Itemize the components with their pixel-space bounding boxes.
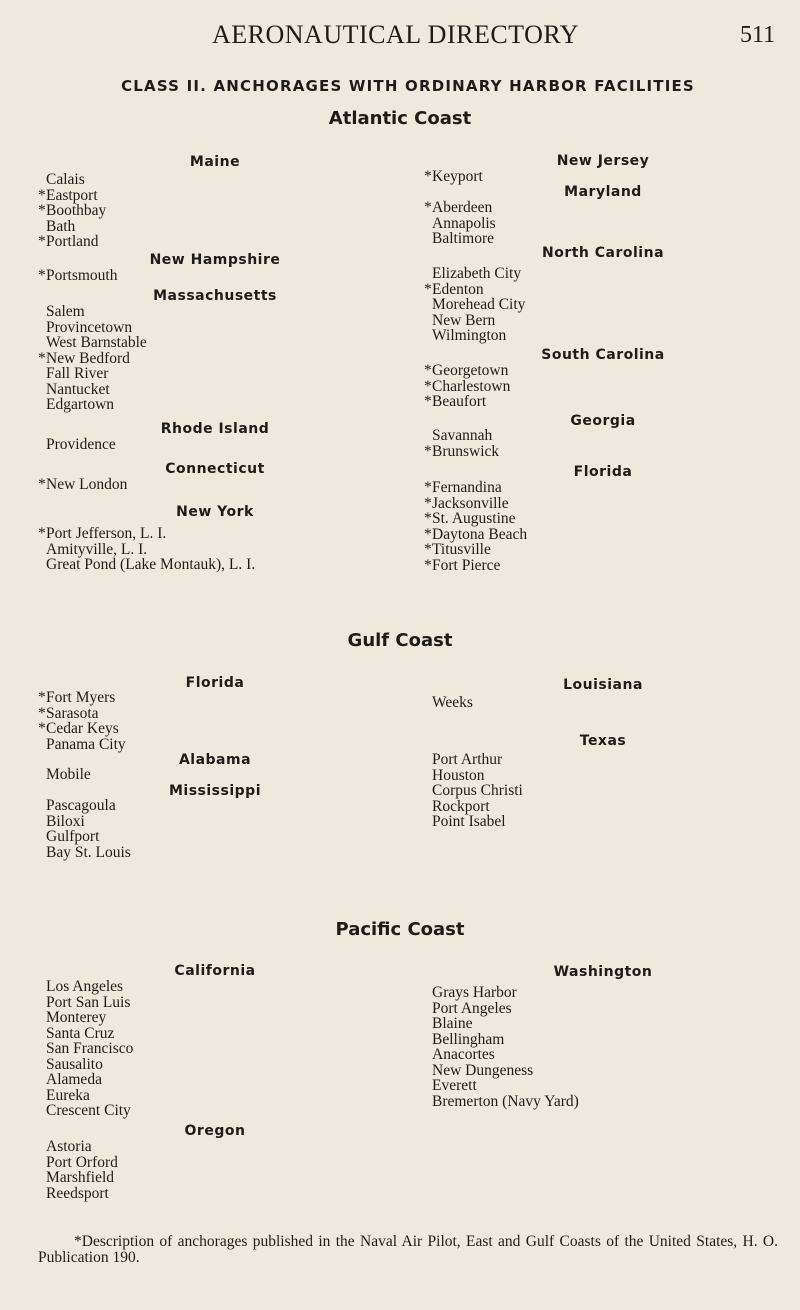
asterisk-mark: *: [424, 280, 432, 298]
anchorage-name: Sausalito: [46, 1055, 103, 1073]
anchorage-name: Georgetown: [432, 362, 509, 379]
anchorage-name: Daytona Beach: [432, 525, 528, 543]
anchorage-name: Morehead City: [432, 296, 526, 313]
anchorage-entry: [424, 1016, 472, 1032]
anchorage-name: Brunswick: [432, 442, 500, 460]
section-title: Atlantic Coast: [328, 108, 472, 129]
anchorage-entry: [38, 1170, 114, 1186]
anchorage-name: Rockport: [432, 797, 490, 815]
anchorage-entry: [38, 382, 110, 398]
anchorage-name: Reedsport: [46, 1184, 109, 1202]
anchorage-name: Mobile: [46, 766, 91, 783]
asterisk-mark: *: [38, 689, 46, 706]
asterisk-mark: *: [424, 393, 432, 410]
anchorage-name: Cedar Keys: [46, 720, 119, 737]
anchorage-entry: [424, 1063, 533, 1079]
state-heading: North Carolina: [541, 245, 665, 261]
anchorage-entry: [38, 706, 99, 722]
anchorage-name: Fort Pierce: [432, 556, 501, 574]
anchorage-entry: [38, 690, 115, 706]
anchorage-name: Weeks: [432, 694, 473, 711]
state-heading: Florida: [573, 464, 633, 480]
anchorage-name: Wilmington: [432, 327, 507, 344]
state-heading: New York: [176, 504, 254, 520]
anchorage-name: Santa Cruz: [46, 1024, 115, 1042]
anchorage-entry: [38, 172, 85, 188]
state-heading: Alabama: [178, 752, 252, 768]
anchorage-entry: [424, 444, 499, 460]
anchorage-entry: [424, 558, 500, 574]
anchorage-entry: [38, 335, 147, 351]
state-heading: Oregon: [184, 1123, 246, 1139]
anchorage-entry: [38, 320, 132, 336]
footnote: *Description of anchorages published in the Naval Air Pilot, East and Gulf Coasts of the United States, H. O. Publication 190.: [38, 1233, 778, 1266]
anchorage-entry: [38, 995, 130, 1011]
anchorage-entry: [38, 845, 131, 861]
anchorage-entry: [424, 328, 506, 344]
anchorage-name: Fall River: [46, 365, 109, 382]
anchorage-name: Amityville, L. I.: [46, 540, 148, 558]
anchorage-name: Port Jefferson, L. I.: [46, 525, 167, 542]
asterisk-mark: *: [424, 494, 432, 512]
anchorage-name: Great Pond (Lake Montauk), L. I.: [46, 556, 256, 573]
anchorage-name: Houston: [432, 766, 485, 784]
anchorage-name: Alameda: [46, 1071, 102, 1088]
page-number: 511: [740, 22, 776, 48]
asterisk-mark: *: [424, 541, 432, 558]
anchorage-name: Aberdeen: [432, 199, 493, 216]
anchorage-name: Pascagoula: [46, 797, 116, 814]
state-heading: New Jersey: [556, 153, 650, 169]
anchorage-entry: [38, 219, 75, 235]
anchorage-entry: [38, 1139, 92, 1155]
anchorage-entry: [38, 203, 106, 219]
running-title: AERONAUTICAL DIRECTORY: [212, 20, 580, 49]
class-title: CLASS II. ANCHORAGES WITH ORDINARY HARBOR FACILITIES: [121, 77, 695, 95]
anchorage-name: Bath: [46, 217, 76, 235]
anchorage-name: Crescent City: [46, 1102, 131, 1119]
anchorage-entry: [38, 979, 123, 995]
anchorage-entry: [38, 304, 85, 320]
anchorage-name: Beaufort: [432, 393, 487, 410]
anchorage-entry: [38, 1155, 118, 1171]
anchorage-entry: [38, 814, 85, 830]
anchorage-name: Nantucket: [46, 380, 110, 398]
state-heading: Rhode Island: [160, 421, 270, 437]
anchorage-name: Grays Harbor: [432, 984, 517, 1001]
anchorage-name: St. Augustine: [432, 510, 516, 527]
anchorage-entry: [424, 266, 521, 282]
asterisk-mark: *: [424, 510, 432, 527]
anchorage-name: New Bern: [432, 311, 496, 329]
state-heading: Texas: [579, 733, 627, 749]
anchorage-entry: [38, 1041, 133, 1057]
anchorage-entry: [38, 1026, 114, 1042]
anchorage-entry: [38, 366, 108, 382]
asterisk-mark: *: [38, 704, 46, 722]
state-heading: Georgia: [570, 413, 636, 429]
anchorage-name: Titusville: [432, 541, 491, 558]
anchorage-entry: [38, 542, 147, 558]
anchorage-entry: [38, 1057, 103, 1073]
anchorage-entry: [38, 526, 166, 542]
anchorage-entry: [424, 216, 496, 232]
asterisk-mark: *: [424, 479, 432, 496]
anchorage-entry: [424, 428, 492, 444]
anchorage-name: Sarasota: [46, 704, 99, 722]
anchorage-entry: [424, 695, 473, 711]
asterisk-mark: *: [38, 233, 46, 250]
anchorage-entry: [424, 511, 516, 527]
state-heading: Florida: [185, 675, 245, 691]
anchorage-name: Anacortes: [432, 1046, 495, 1063]
anchorage-name: Port Orford: [46, 1153, 118, 1171]
anchorage-name: New Dungeness: [432, 1061, 534, 1079]
anchorage-entry: [38, 188, 98, 204]
anchorage-name: Annapolis: [432, 214, 496, 232]
anchorage-name: West Barnstable: [46, 334, 147, 351]
anchorage-entry: [424, 313, 495, 329]
anchorage-name: Everett: [432, 1077, 477, 1094]
anchorage-name: Providence: [46, 436, 116, 453]
anchorage-entry: [424, 379, 510, 395]
anchorage-name: Corpus Christi: [432, 782, 523, 799]
anchorage-name: Edgartown: [46, 396, 115, 413]
anchorage-name: Blaine: [432, 1015, 473, 1032]
anchorage-name: Eureka: [46, 1086, 90, 1104]
anchorage-entry: [424, 752, 502, 768]
anchorage-name: Los Angeles: [46, 978, 124, 995]
anchorage-name: Provincetown: [46, 318, 133, 336]
anchorage-entry: [424, 799, 490, 815]
anchorage-entry: [38, 1072, 102, 1088]
section-title: Gulf Coast: [347, 630, 453, 651]
anchorage-name: Portland: [46, 233, 99, 250]
asterisk-mark: *: [38, 186, 46, 204]
anchorage-name: Calais: [46, 171, 85, 188]
anchorage-entry: [424, 542, 491, 558]
anchorage-entry: [424, 1001, 512, 1017]
anchorage-entry: [424, 200, 492, 216]
anchorage-entry: [38, 557, 255, 573]
anchorage-entry: [424, 527, 527, 543]
section-title: Pacific Coast: [335, 919, 465, 940]
anchorage-name: Baltimore: [432, 230, 494, 247]
anchorage-name: San Francisco: [46, 1040, 134, 1057]
asterisk-mark: *: [424, 168, 432, 185]
anchorage-entry: [424, 169, 483, 185]
asterisk-mark: *: [424, 362, 432, 379]
anchorage-name: Savannah: [432, 427, 493, 444]
anchorage-name: Port Arthur: [432, 751, 503, 768]
anchorage-entry: [38, 1088, 90, 1104]
asterisk-mark: *: [424, 556, 432, 574]
anchorage-entry: [38, 1103, 131, 1119]
anchorage-name: New Bedford: [46, 349, 130, 367]
anchorage-entry: [38, 351, 130, 367]
anchorage-entry: [38, 829, 99, 845]
anchorage-name: Jacksonville: [432, 494, 509, 512]
state-heading: Maryland: [564, 184, 642, 200]
anchorage-entry: [424, 783, 523, 799]
anchorage-name: Salem: [46, 303, 85, 320]
anchorage-entry: [424, 1094, 579, 1110]
state-heading: Connecticut: [165, 461, 265, 477]
anchorage-entry: [424, 297, 525, 313]
anchorage-entry: [38, 1186, 109, 1202]
anchorage-entry: [38, 767, 91, 783]
state-heading: New Hampshire: [149, 252, 281, 268]
anchorage-entry: [424, 231, 494, 247]
anchorage-name: Boothbay: [46, 202, 107, 219]
anchorage-name: Monterey: [46, 1009, 107, 1026]
asterisk-mark: *: [38, 720, 46, 737]
asterisk-mark: *: [38, 202, 46, 219]
anchorage-entry: [424, 394, 486, 410]
anchorage-entry: [38, 477, 127, 493]
asterisk-mark: *: [424, 442, 432, 460]
state-heading: Maine: [189, 154, 241, 170]
anchorage-name: Point Isabel: [432, 813, 506, 830]
anchorage-entry: [38, 1010, 106, 1026]
asterisk-mark: *: [424, 377, 432, 395]
anchorage-entry: [38, 798, 116, 814]
anchorage-name: Panama City: [46, 735, 126, 753]
running-head: [0, 20, 800, 54]
anchorage-entry: [424, 814, 506, 830]
anchorage-name: Astoria: [46, 1138, 92, 1155]
anchorage-name: Port Angeles: [432, 999, 512, 1017]
anchorage-name: Marshfield: [46, 1169, 115, 1186]
anchorage-name: Charlestown: [432, 377, 511, 395]
anchorage-name: Bay St. Louis: [46, 843, 131, 861]
asterisk-mark: *: [424, 525, 432, 543]
anchorage-name: Eastport: [46, 186, 98, 204]
anchorage-name: Keyport: [432, 168, 483, 185]
anchorage-entry: [424, 496, 509, 512]
anchorage-name: Gulfport: [46, 828, 100, 845]
anchorage-name: Portsmouth: [46, 267, 118, 284]
asterisk-mark: *: [38, 476, 46, 493]
anchorage-entry: [38, 737, 126, 753]
state-heading: South Carolina: [541, 347, 665, 363]
asterisk-mark: *: [38, 267, 46, 284]
asterisk-mark: *: [424, 199, 432, 216]
anchorage-name: Port San Luis: [46, 993, 131, 1011]
anchorage-name: Bellingham: [432, 1030, 505, 1048]
state-heading: Massachusetts: [153, 288, 277, 304]
state-heading: Washington: [553, 964, 653, 980]
state-heading: Louisiana: [563, 677, 643, 693]
asterisk-mark: *: [38, 525, 46, 542]
anchorage-entry: [424, 985, 517, 1001]
anchorage-name: Edenton: [432, 280, 484, 298]
state-heading: California: [174, 963, 256, 979]
asterisk-mark: *: [38, 349, 46, 367]
anchorage-entry: [38, 721, 119, 737]
anchorage-name: Elizabeth City: [432, 265, 522, 282]
anchorage-name: Biloxi: [46, 812, 85, 830]
anchorage-entry: [424, 768, 485, 784]
anchorage-name: New London: [46, 476, 128, 493]
anchorage-name: Fort Myers: [46, 689, 116, 706]
anchorage-name: Fernandina: [432, 479, 502, 496]
anchorage-entry: [38, 234, 99, 250]
anchorage-entry: [424, 1032, 504, 1048]
anchorage-entry: [424, 1078, 477, 1094]
anchorage-entry: [424, 282, 484, 298]
anchorage-entry: [424, 480, 502, 496]
anchorage-name: Bremerton (Navy Yard): [432, 1092, 579, 1110]
anchorage-entry: [38, 268, 117, 284]
anchorage-entry: [424, 363, 508, 379]
anchorage-entry: [424, 1047, 495, 1063]
anchorage-entry: [38, 437, 116, 453]
state-heading: Mississippi: [168, 783, 261, 799]
anchorage-entry: [38, 397, 114, 413]
